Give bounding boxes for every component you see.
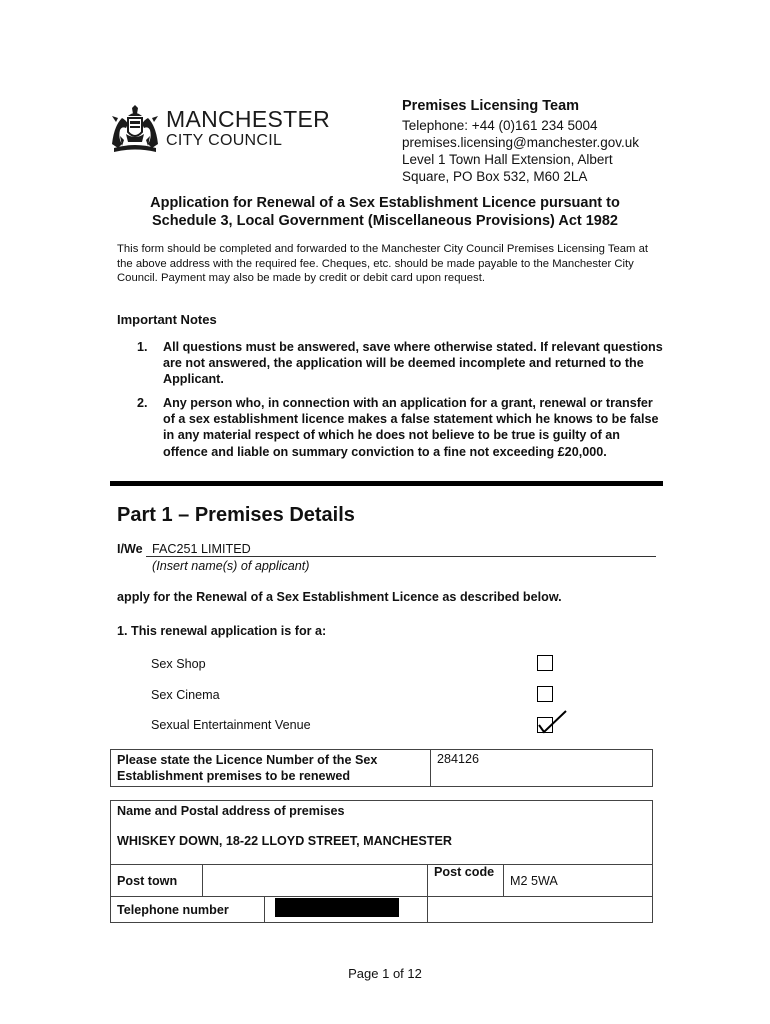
telephone-label: Telephone number [111,897,265,922]
premises-cell [111,801,653,865]
note-number: 2. [137,396,148,410]
option-sex-shop-label: Sex Shop [151,657,206,671]
telephone-text: Telephone: +44 (0)161 234 5004 [402,118,598,133]
licence-number-table [110,749,653,787]
applicant-label: I/We [117,542,143,556]
title-line-2: Schedule 3, Local Government (Miscellaneous Provisions) Act 1982 [151,213,619,229]
check-mark-icon [536,708,570,734]
note-text: Any person who, in connection with an application for a grant, renewal or transfer of a sex establishment licence makes a false statement which he knows to be false in any material respect of which he does not believe to be true is guilty of an offence and liable on summary conviction to a fine not exceeding £20,000. [163,396,659,459]
postcode-field[interactable]: M2 5WA [504,865,653,897]
logo-subtitle: CITY COUNCIL [166,132,283,149]
premises-address-field[interactable]: WHISKEY DOWN, 18-22 LLOYD STREET, MANCHESTER [117,834,452,848]
applicant-hint: (Insert name(s) of applicant) [152,559,310,573]
page-number: Page 1 of 12 [348,966,422,981]
document-title [110,194,660,230]
licence-number-field[interactable]: 284126 [431,750,653,787]
telephone-field[interactable] [265,897,399,922]
premises-heading: Name and Postal address of premises [117,804,345,818]
address-line-1: Level 1 Town Hall Extension, Albert [402,152,613,167]
title-line-1: Application for Renewal of a Sex Establishment Licence pursuant to [150,195,620,211]
team-name: Premises Licensing Team [402,98,580,114]
licence-number-label: Please state the Licence Number of the Sex Establishment premises to be renewed [111,750,431,787]
email-text: premises.licensing@manchester.gov.uk [402,135,640,150]
note-number: 1. [137,340,148,354]
sex-cinema-checkbox[interactable] [537,686,553,702]
logo-title: MANCHESTER [166,106,331,132]
telephone-row-filler [428,897,653,923]
premises-table [110,800,653,923]
intro-paragraph: This form should be completed and forwarded to the Manchester City Council Premises Licensing Team at the above address with the required fee. Cheques, etc. should be made payable to the Manchester City Council. Payment may also be made by credit or debit card upon request. [117,243,649,285]
option-sev-label: Sexual Entertainment Venue [151,718,311,732]
option-sex-cinema-label: Sex Cinema [151,688,220,702]
question-1: 1. This renewal application is for a: [117,624,327,638]
apply-statement: apply for the Renewal of a Sex Establishment Licence as described below. [117,590,562,604]
post-town-label: Post town [111,865,203,897]
part-title: Part 1 – Premises Details [117,504,355,526]
sexual-entertainment-venue-checkbox[interactable] [537,717,553,733]
redaction-block [275,898,399,917]
sex-shop-checkbox[interactable] [537,655,553,671]
notes-heading: Important Notes [117,312,217,327]
council-logo [108,104,338,154]
applicant-underline [146,556,656,557]
postcode-label: Post code [428,865,504,897]
telephone-row [111,897,428,923]
section-divider [110,481,663,486]
post-town-field[interactable] [203,865,428,897]
coat-of-arms-icon [108,104,162,154]
note-text: All questions must be answered, save where otherwise stated. If relevant questions are not answered, the application will be deemed incomplete and returned to the Applicant. [163,340,663,387]
address-line-2: Square, PO Box 532, M60 2LA [402,169,588,184]
contact-block [402,98,692,185]
applicant-name-field[interactable]: FAC251 LIMITED [152,542,251,556]
